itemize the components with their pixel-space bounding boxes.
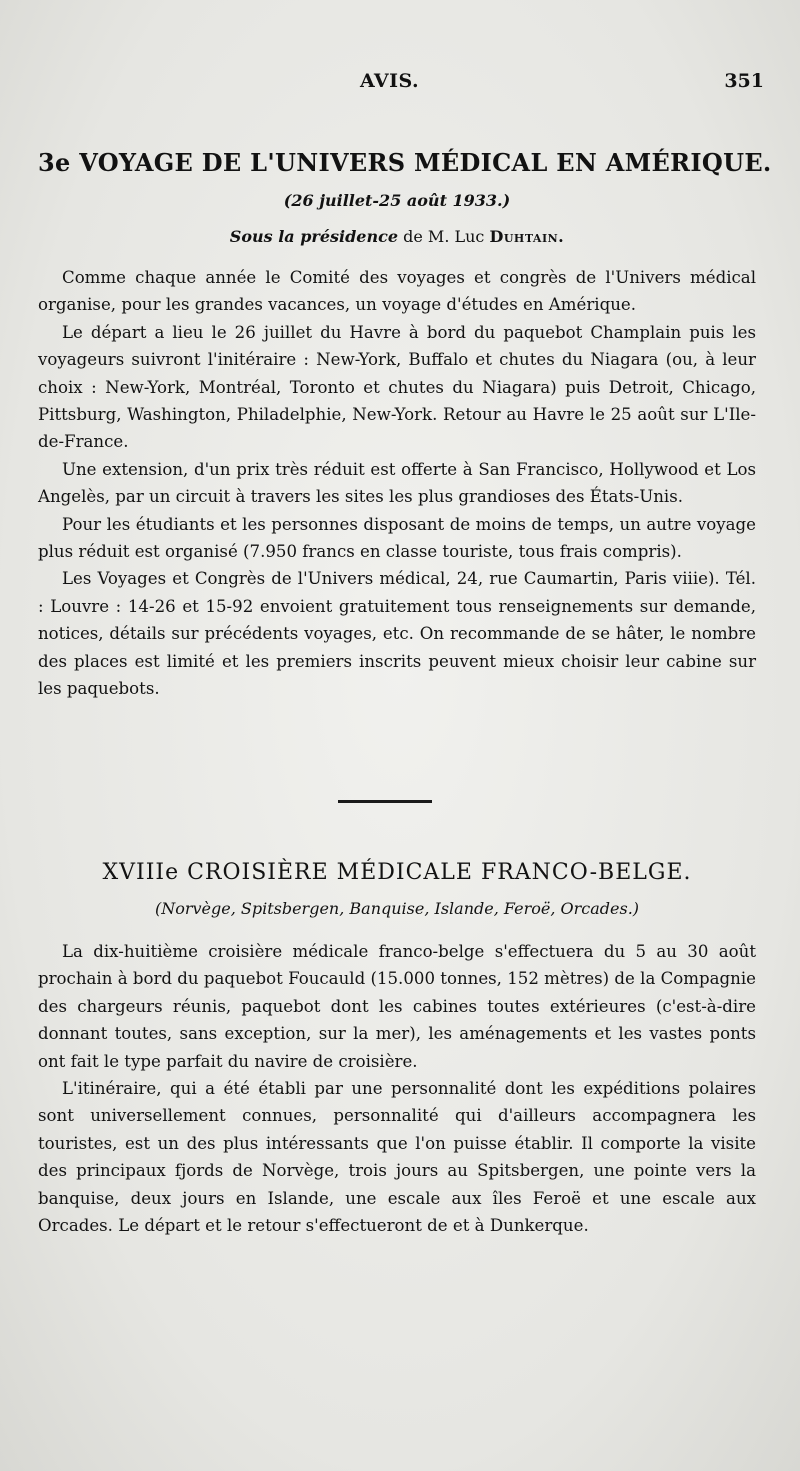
paragraph: Comme chaque année le Comité des voyages et congrès de l'Univers médical organise, pour les grandes vacances, un voyage d'études en Amérique.: [38, 268, 756, 315]
presidency-mid: de M. Luc: [398, 227, 490, 246]
paragraph: Les Voyages et Congrès de l'Univers médical, 24, rue Caumartin, Paris viiie). Tél. : Louvre : 14-26 et 15-92 envoient gratuitement tous renseignements sur demande, notices, détails sur précédents voyages, etc. On recommande de se hâter, le nombre des places est limité et les premiers inscrits peuvent mieux choisir leur cabine sur les paquebots.: [38, 569, 756, 699]
running-head: [0, 70, 800, 104]
section-destinations: (Norvège, Spitsbergen, Banquise, Islande, Feroë, Orcades.): [154, 899, 640, 918]
page-number: 351: [724, 70, 764, 92]
presidency-prefix: Sous la présidence: [229, 227, 399, 246]
paragraph: Pour les étudiants et les personnes disposant de moins de temps, un autre voyage plus réduit est organisé (7.950 francs en classe touriste, tous frais compris).: [38, 514, 756, 562]
paragraph: La dix-huitième croisière médicale franco-belge s'effectuera du 5 au 30 août prochain à bord du paquebot Foucauld (15.000 tonnes, 152 mètres) de la Compagnie des chargeurs réunis, paquebot dont les cabines toutes extérieures (c'est-à-dire donnant toutes, sans exception, sur la mer), les aménagements et les vastes ponts ont fait le type parfait du navire de croisière.: [38, 942, 756, 1071]
section-title: 3e VOYAGE DE L'UNIVERS MÉDICAL EN AMÉRIQUE.: [38, 148, 772, 177]
section-presidency: [38, 226, 756, 248]
section-body: [38, 938, 756, 1239]
paragraph: L'itinéraire, qui a été établi par une personnalité dont les expéditions polaires sont universellement connues, personnalité qui d'ailleurs accompagnera les touristes, est un des plus intéressants que l'on puisse établir. Il comporte la visite des principaux fjords de Norvège, trois jours au Spitsbergen, une pointe vers la banquise, deux jours en Islande, une escale aux îles Feroë et une escale aux Orcades. Le départ et le retour s'effectueront de et à Dunkerque.: [38, 1079, 756, 1236]
section-dates: (26 juillet-25 août 1933.): [283, 191, 511, 210]
section-body: [38, 264, 756, 703]
section-voyage-amerique: [38, 148, 772, 703]
paragraph: Le départ a lieu le 26 juillet du Havre à bord du paquebot Champlain puis les voyageurs suivront l'initéraire : New-York, Buffalo et chutes du Niagara (ou, à leur choix : New-York, Montréal, Toronto et chutes du Niagara) puis Detroit, Chicago, Pittsburg, Washington, Philadelphie, New-York. Retour au Havre le 25 août sur L'Ile-de-France.: [38, 322, 756, 452]
section-title: XVIIIe CROISIÈRE MÉDICALE FRANCO-BELGE.: [102, 860, 692, 885]
section-croisiere: [38, 858, 756, 1239]
presidency-name: Duhtain.: [489, 227, 565, 246]
running-title: AVIS.: [360, 70, 420, 92]
paragraph: Une extension, d'un prix très réduit est offerte à San Francisco, Hollywood et Los Angelès, par un circuit à travers les sites les plus grandioses des États-Unis.: [38, 459, 756, 507]
section-divider: [338, 800, 432, 803]
